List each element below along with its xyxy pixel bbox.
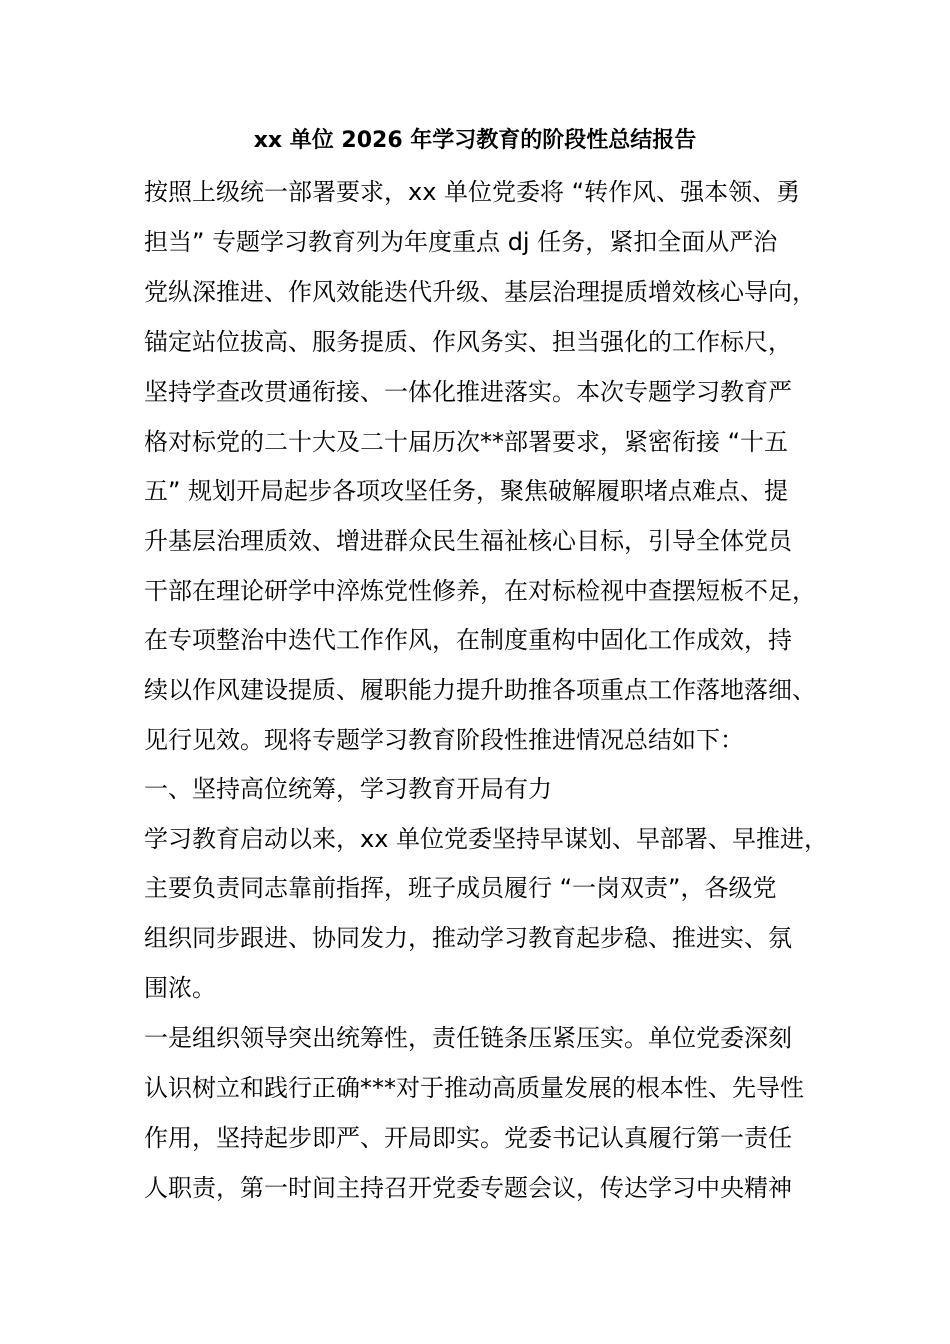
body-line: 主要负责同志靠前指挥，班子成员履行 “一岗双责”，各级党 — [144, 874, 777, 902]
body-line: 人职责，第一时间主持召开党委专题会议，传达学习中央精神 — [144, 1174, 792, 1202]
body-line: 围浓。 — [144, 974, 216, 1002]
body-line: 党纵深推进、作风效能迭代升级、基层治理提质增效核心导向， — [144, 278, 816, 306]
body-line: 担当” 专题学习教育列为年度重点 dj 任务，紧扣全面从严治 — [144, 228, 778, 256]
body-line: 坚持学查改贯通衔接、一体化推进落实。本次专题学习教育严 — [144, 378, 792, 406]
document-title: xx 单位 2026 年学习教育的阶段性总结报告 — [253, 128, 697, 153]
section-heading: 一、坚持高位统筹，学习教育开局有力 — [144, 775, 552, 803]
body-line: 组织同步跟进、协同发力，推动学习教育起步稳、推进实、氛 — [144, 924, 792, 952]
body-line: 干部在理论研学中淬炼党性修养，在对标检视中查摆短板不足， — [144, 577, 816, 605]
body-line: 作用，坚持起步即严、开局即实。党委书记认真履行第一责任 — [144, 1124, 792, 1152]
body-line: 五” 规划开局起步各项攻坚任务，聚焦破解履职堵点难点、提 — [144, 477, 789, 505]
body-line: 一是组织领导突出统筹性，责任链条压紧压实。单位党委深刻 — [144, 1024, 792, 1052]
body-line: 格对标党的二十大及二十届历次**部署要求，紧密衔接 “十五 — [144, 428, 789, 456]
body-line: 按照上级统一部署要求，xx 单位党委将 “转作风、强本领、勇 — [144, 178, 801, 206]
body-line: 在专项整治中迭代工作作风，在制度重构中固化工作成效，持 — [144, 626, 792, 654]
body-line: 升基层治理质效、增进群众民生福祉核心目标，引导全体党员 — [144, 527, 792, 555]
body-line: 认识树立和践行正确***对于推动高质量发展的根本性、先导性 — [144, 1074, 804, 1102]
body-line: 见行见效。现将专题学习教育阶段性推进情况总结如下： — [144, 726, 744, 754]
body-line: 锚定站位拔高、服务提质、作风务实、担当强化的工作标尺， — [144, 328, 792, 356]
body-line: 续以作风建设提质、履职能力提升助推各项重点工作落地落细、 — [144, 676, 816, 704]
body-line: 学习教育启动以来，xx 单位党委坚持早谋划、早部署、早推进， — [144, 825, 829, 853]
